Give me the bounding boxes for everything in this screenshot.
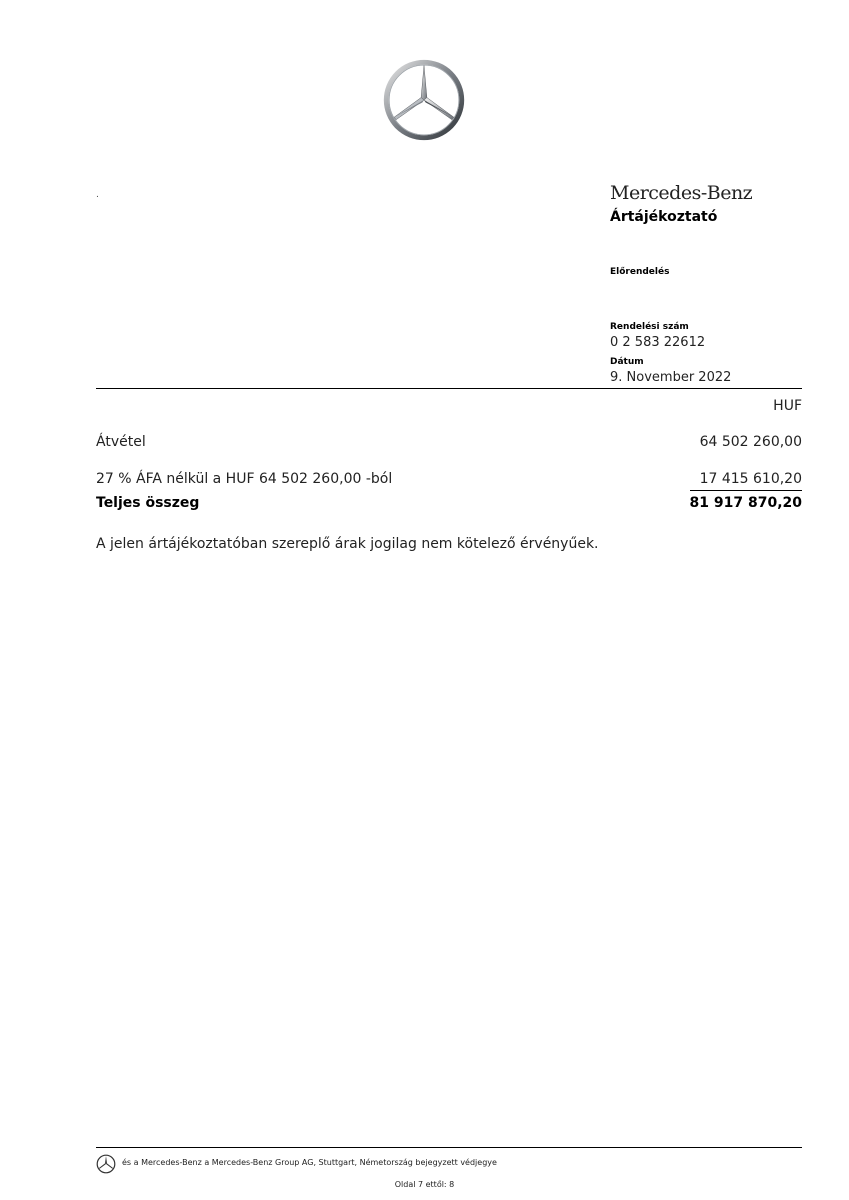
trademark-notice: és a Mercedes-Benz a Mercedes-Benz Group AG, Stuttgart, Németország bejegyzett védjegye (122, 1158, 497, 1167)
total-rule (690, 490, 802, 491)
brand-name: Mercedes-Benz (610, 182, 753, 204)
total-label: Teljes összeg (96, 495, 200, 511)
total-value: 81 917 870,20 (689, 495, 802, 511)
pre-order-label: Előrendelés (610, 267, 670, 277)
date-value: 9. November 2022 (610, 370, 732, 385)
corner-mark: . (96, 190, 99, 200)
document-title: Ártájékoztató (610, 209, 718, 225)
date-label: Dátum (610, 357, 644, 367)
delivery-value: 64 502 260,00 (699, 434, 802, 450)
disclaimer-text: A jelen ártájékoztatóban szereplő árak jogilag nem kötelező érvényűek. (96, 536, 599, 552)
page-number: Oldal 7 ettől: 8 (394, 1180, 455, 1189)
mercedes-star-small-icon (96, 1154, 116, 1174)
footer-divider (96, 1147, 802, 1148)
vat-label: 27 % ÁFA nélkül a HUF 64 502 260,00 -ból (96, 471, 393, 487)
delivery-label: Átvétel (96, 434, 146, 450)
order-number-value: 0 2 583 22612 (610, 335, 706, 350)
order-number-label: Rendelési szám (610, 322, 689, 332)
currency-label: HUF (773, 398, 802, 414)
mercedes-star-logo-icon (383, 59, 465, 141)
header-divider (96, 388, 802, 389)
vat-value: 17 415 610,20 (699, 471, 802, 487)
